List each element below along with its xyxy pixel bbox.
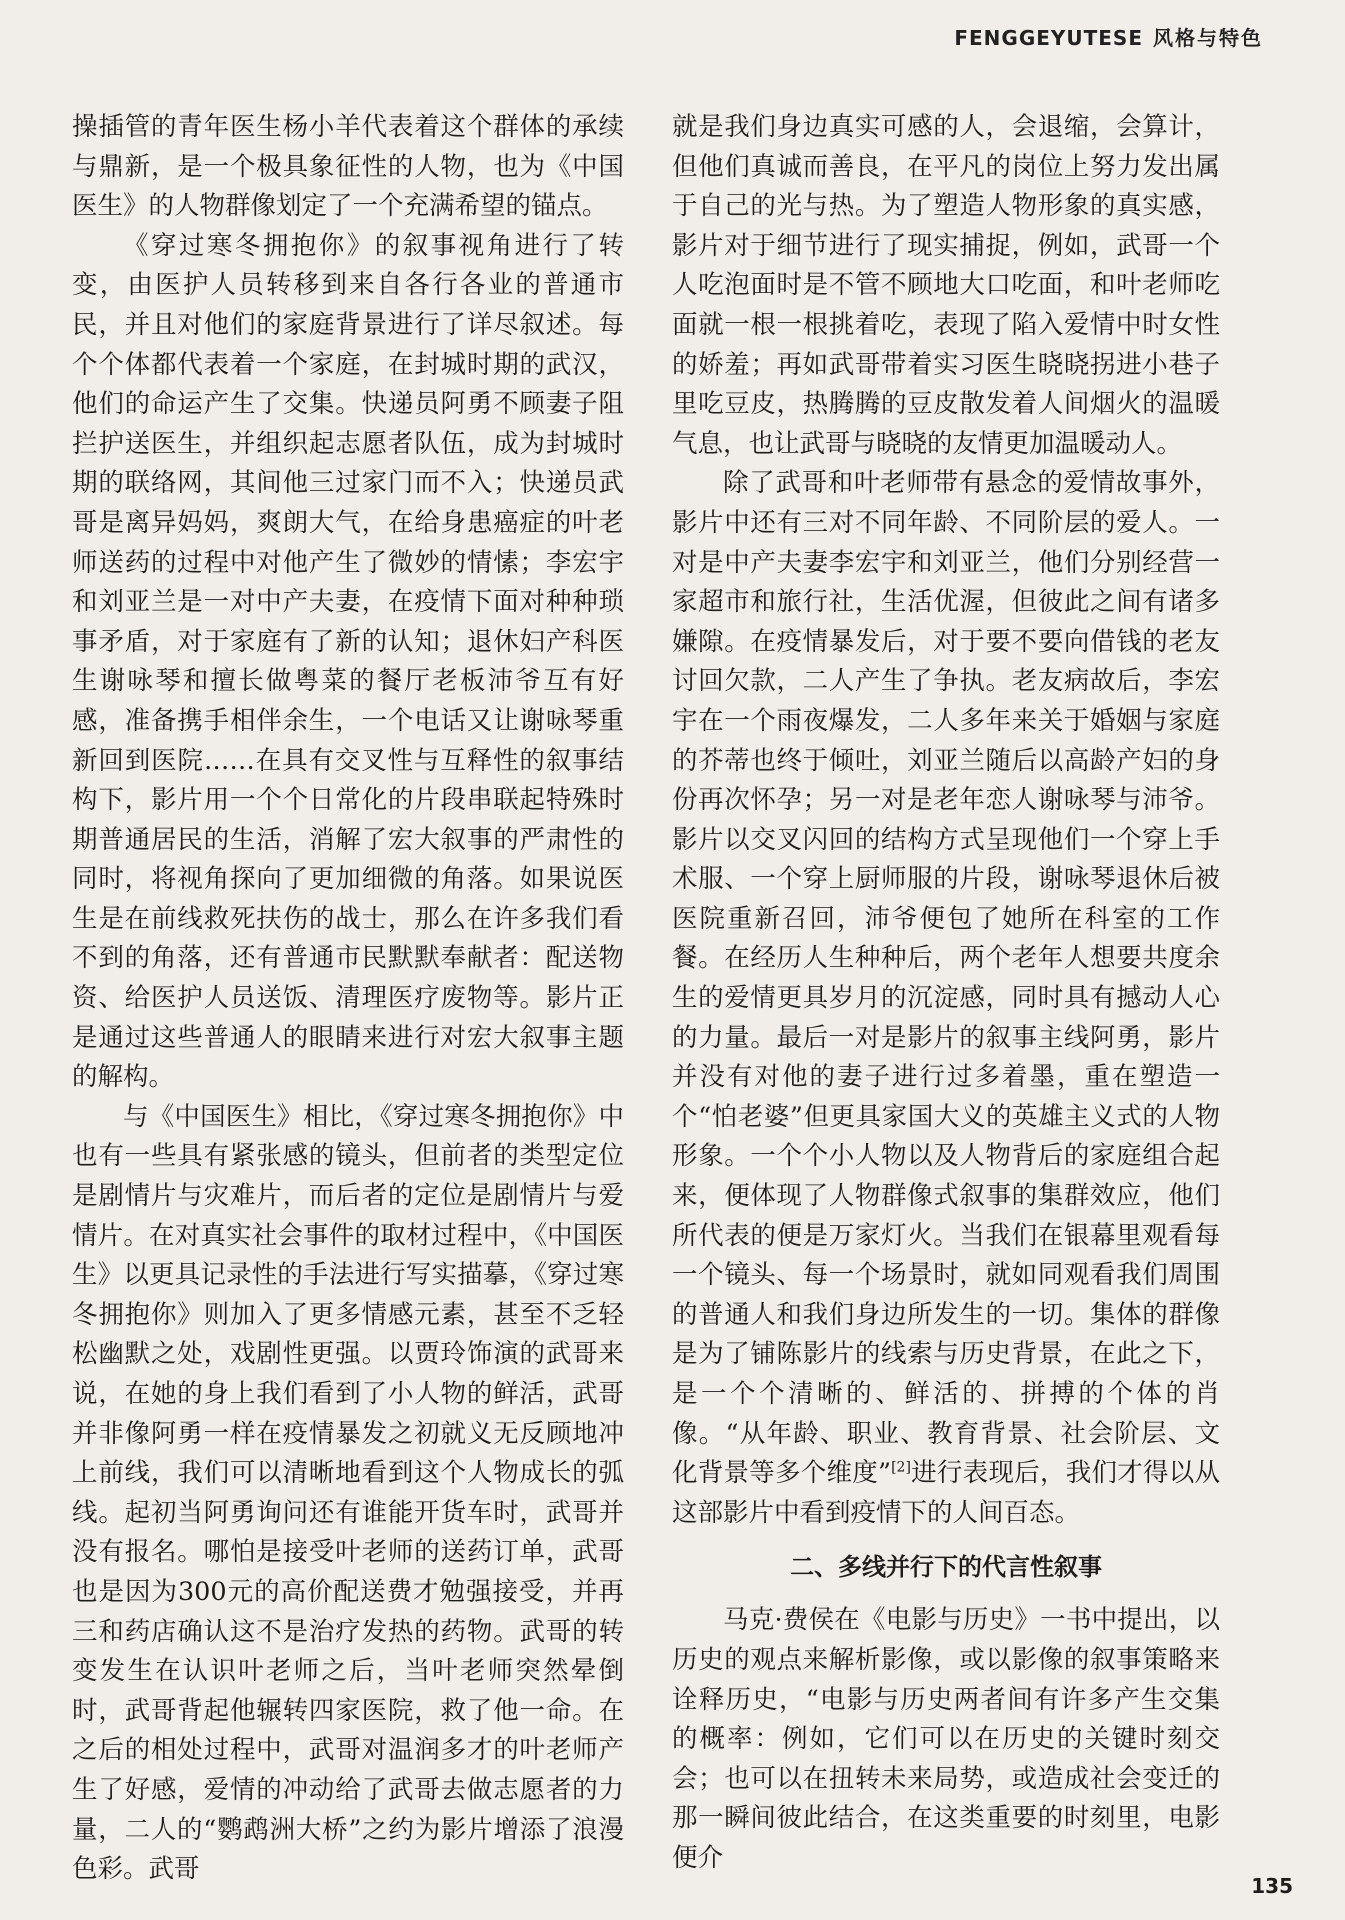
left-column <box>72 108 624 1890</box>
paragraph <box>672 464 1220 1533</box>
right-column <box>672 108 1220 1879</box>
section-heading: 二、多线并行下的代言性叙事 <box>790 1553 1102 1582</box>
section-name-chinese: 风格与特色 <box>1153 26 1263 50</box>
running-header <box>954 22 1263 51</box>
paragraph: 操插管的青年医生杨小羊代表着这个群体的承续与鼎新，是一个极具象征性的人物，也为《中国医生》的人物群像划定了一个充满希望的锚点。 <box>72 112 624 222</box>
page-number: 135 <box>1251 1874 1293 1898</box>
paragraph: 就是我们身边真实可感的人，会退缩，会算计，但他们真诚而善良，在平凡的岗位上努力发出属于自己的光与热。为了塑造人物形象的真实感，影片对于细节进行了现实捕捉，例如，武哥一个人吃泡面时是不管不顾地大口吃面，和叶老师吃面就一根一根挑着吃，表现了陷入爱情中时女性的娇羞；再如武哥带着实习医生晓晓拐进小巷子里吃豆皮，热腾腾的豆皮散发着人间烟火的温暖气息，也让武哥与晓晓的友情更加温暖动人。 <box>672 112 1220 459</box>
citation-marker: [2] <box>891 1459 911 1476</box>
section-name-latin: FENGGEYUTESE <box>954 26 1143 50</box>
paragraph: 与《中国医生》相比，《穿过寒冬拥抱你》中也有一些具有紧张感的镜头，但前者的类型定位是剧情片与灾难片，而后者的定位是剧情片与爱情片。在对真实社会事件的取材过程中，《中国医生》以更具记录性的手法进行写实描摹，《穿过寒冬拥抱你》则加入了更多情感元素，甚至不乏轻松幽默之处，戏剧性更强。以贾玲饰演的武哥来说，在她的身上我们看到了小人物的鲜活，武哥并非像阿勇一样在疫情暴发之初就义无反顾地冲上前线，我们可以清晰地看到这个人物成长的弧线。起初当阿勇询问还有谁能开货车时，武哥并没有报名。哪怕是接受叶老师的送药订单，武哥也是因为300元的高价配送费才勉强接受，并再三和药店确认这不是治疗发热的药物。武哥的转变发生在认识叶老师之后，当叶老师突然晕倒时，武哥背起他辗转四家医院，救了他一命。在之后的相处过程中，武哥对温润多才的叶老师产生了好感，爱情的冲动给了武哥去做志愿者的力量，二人的“鹦鹉洲大桥”之约为影片增添了浪漫色彩。武哥 <box>72 1101 624 1885</box>
paragraph: 马克·费侯在《电影与历史》一书中提出，以历史的观点来解析影像，或以影像的叙事策略来诠释历史，“电影与历史两者间有许多产生交集的概率：例如，它们可以在历史的关键时刻交会；也可以在扭转未来局势，或造成社会变迁的那一瞬间彼此结合，在这类重要的时刻里，电影便介 <box>672 1605 1220 1873</box>
paragraph-text: 除了武哥和叶老师带有悬念的爱情故事外，影片中还有三对不同年龄、不同阶层的爱人。一对是中产夫妻李宏宇和刘亚兰，他们分别经营一家超市和旅行社，生活优渥，但彼此之间有诸多嫌隙。在疫情暴发后，对于要不要向借钱的老友讨回欠款，二人产生了争执。老友病故后，李宏宇在一个雨夜爆发，二人多年来关于婚姻与家庭的芥蒂也终于倾吐，刘亚兰随后以高龄产妇的身份再次怀孕；另一对是老年恋人谢咏琴与沛爷。影片以交叉闪回的结构方式呈现他们一个穿上手术服、一个穿上厨师服的片段，谢咏琴退休后被医院重新召回，沛爷便包了她所在科室的工作餐。在经历人生种种后，两个老年人想要共度余生的爱情更具岁月的沉淀感，同时具有撼动人心的力量。最后一对是影片的叙事主线阿勇，影片并没有对他的妻子进行过多着墨，重在塑造一个“怕老婆”但更具家国大义的英雄主义式的人物形象。一个个小人物以及人物背后的家庭组合起来，便体现了人物群像式叙事的集群效应，他们所代表的便是万家灯火。当我们在银幕里观看每一个镜头、每一个场景时，就如同观看我们周围的普通人和我们身边所发生的一切。集体的群像是为了铺陈影片的线索与历史背景，在此之下，是一个个清晰的、鲜活的、拼搏的个体的肖像。“从年龄、职业、教育背景、社会阶层、文化背景等多个维度” <box>672 468 1220 1489</box>
paragraph-text: 进行表现后，我们才得以从这部影片中看到疫情下的人间百态。 <box>672 1458 1220 1528</box>
paragraph: 《穿过寒冬拥抱你》的叙事视角进行了转变，由医护人员转移到来自各行各业的普通市民，并且对他们的家庭背景进行了详尽叙述。每个个体都代表着一个家庭，在封城时期的武汉，他们的命运产生了交集。快递员阿勇不顾妻子阻拦护送医生，并组织起志愿者队伍，成为封城时期的联络网，其间他三过家门而不入；快递员武哥是离异妈妈，爽朗大气，在给身患癌症的叶老师送药的过程中对他产生了微妙的情愫；李宏宇和刘亚兰是一对中产夫妻，在疫情下面对种种琐事矛盾，对于家庭有了新的认知；退休妇产科医生谢咏琴和擅长做粤菜的餐厅老板沛爷互有好感，准备携手相伴余生，一个电话又让谢咏琴重新回到医院……在具有交叉性与互释性的叙事结构下，影片用一个个日常化的片段串联起特殊时期普通居民的生活，消解了宏大叙事的严肃性的同时，将视角探向了更加细微的角落。如果说医生是在前线救死扶伤的战士，那么在许多我们看不到的角落，还有普通市民默默奉献者：配送物资、给医护人员送饭、清理医疗废物等。影片正是通过这些普通人的眼睛来进行对宏大叙事主题的解构。 <box>72 230 624 1093</box>
